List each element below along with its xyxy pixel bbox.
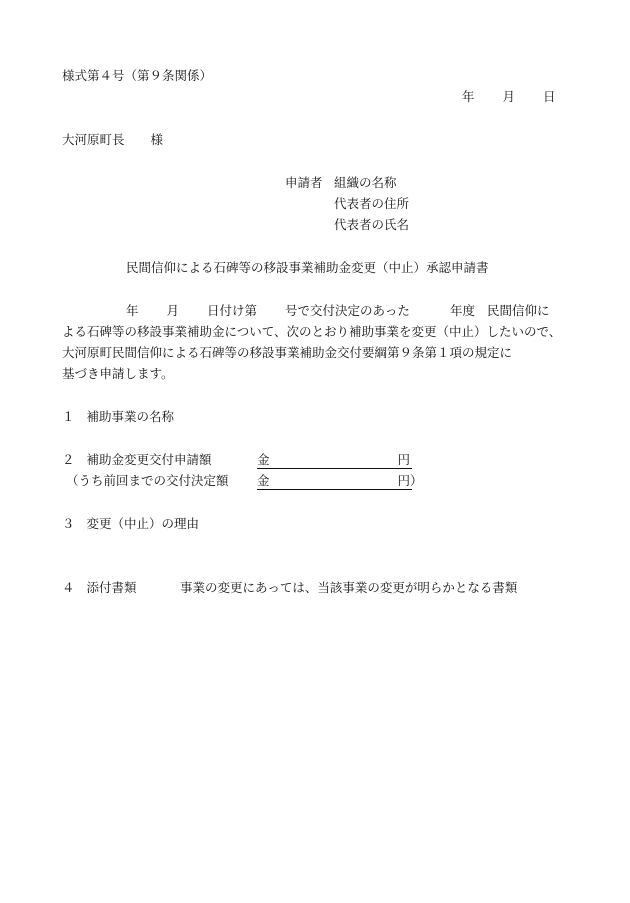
item-2-amount-underline (257, 452, 412, 469)
item-4-label: 添付書類 (86, 580, 137, 595)
applicant-rep-name: 代表者の氏名 (334, 217, 410, 232)
item-3 (62, 516, 199, 532)
item-2-sub-label: （うち前回までの交付決定額 (66, 473, 229, 488)
body-day-prefix: 日付け第 (207, 303, 258, 318)
item-2-sub-yen: 円） (397, 473, 423, 488)
document-title: 民間信仰による石碑等の移設事業補助金変更（中止）承認申請書 (126, 260, 489, 275)
item-3-label: 変更（中止）の理由 (86, 516, 200, 531)
item-2-kin: 金 (257, 452, 270, 467)
body-line-3: 大河原町民間信仰による石碑等の移設事業補助金交付要綱第９条第１項の規定に (62, 345, 513, 360)
date-month-label: 月 (502, 89, 516, 104)
date-year-label: 年 (462, 89, 475, 104)
item-4 (62, 580, 137, 596)
body-month: 月 (166, 303, 180, 318)
form-number: 様式第４号（第９条関係） (62, 68, 213, 83)
addressee-name: 大河原町長 (62, 132, 125, 147)
item-4-number: ４ (62, 580, 75, 595)
item-3-number: ３ (62, 516, 75, 531)
item-2-sub-kin: 金 (257, 473, 270, 488)
body-year: 年 (126, 303, 139, 318)
body-line-1-text: 民間信仰に (486, 303, 550, 318)
applicant-org-name: 組織の名称 (334, 175, 397, 190)
item-2-yen: 円 (397, 452, 411, 467)
applicant-address: 代表者の住所 (334, 196, 410, 211)
item-2-amount-field (257, 452, 412, 469)
applicant-label: 申請者 (285, 175, 323, 190)
item-1-number: １ (62, 409, 75, 424)
body-line-1 (126, 303, 549, 319)
item-1-label: 補助事業の名称 (86, 409, 175, 424)
addressee-honorific: 様 (150, 132, 164, 147)
item-1 (62, 409, 174, 425)
body-fiscal-year: 年度 (449, 303, 475, 318)
item-2-sub-amount-underline (257, 473, 423, 490)
date-line (462, 89, 556, 105)
item-2-sub-amount-field (257, 473, 423, 490)
item-2-number: ２ (62, 452, 75, 467)
body-line-2: よる石碑等の移設事業補助金について、次のとおり補助事業を変更（中止）したいので、 (62, 324, 562, 339)
item-4-value: 事業の変更にあっては、当該事業の変更が明らかとなる書類 (180, 580, 518, 595)
addressee (62, 132, 163, 148)
body-no-suffix: 号で交付決定のあった (285, 303, 410, 318)
item-2 (62, 452, 212, 468)
date-day-label: 日 (543, 89, 556, 104)
body-line-4: 基づき申請します。 (62, 366, 174, 381)
item-2-label: 補助金変更交付申請額 (86, 452, 212, 467)
